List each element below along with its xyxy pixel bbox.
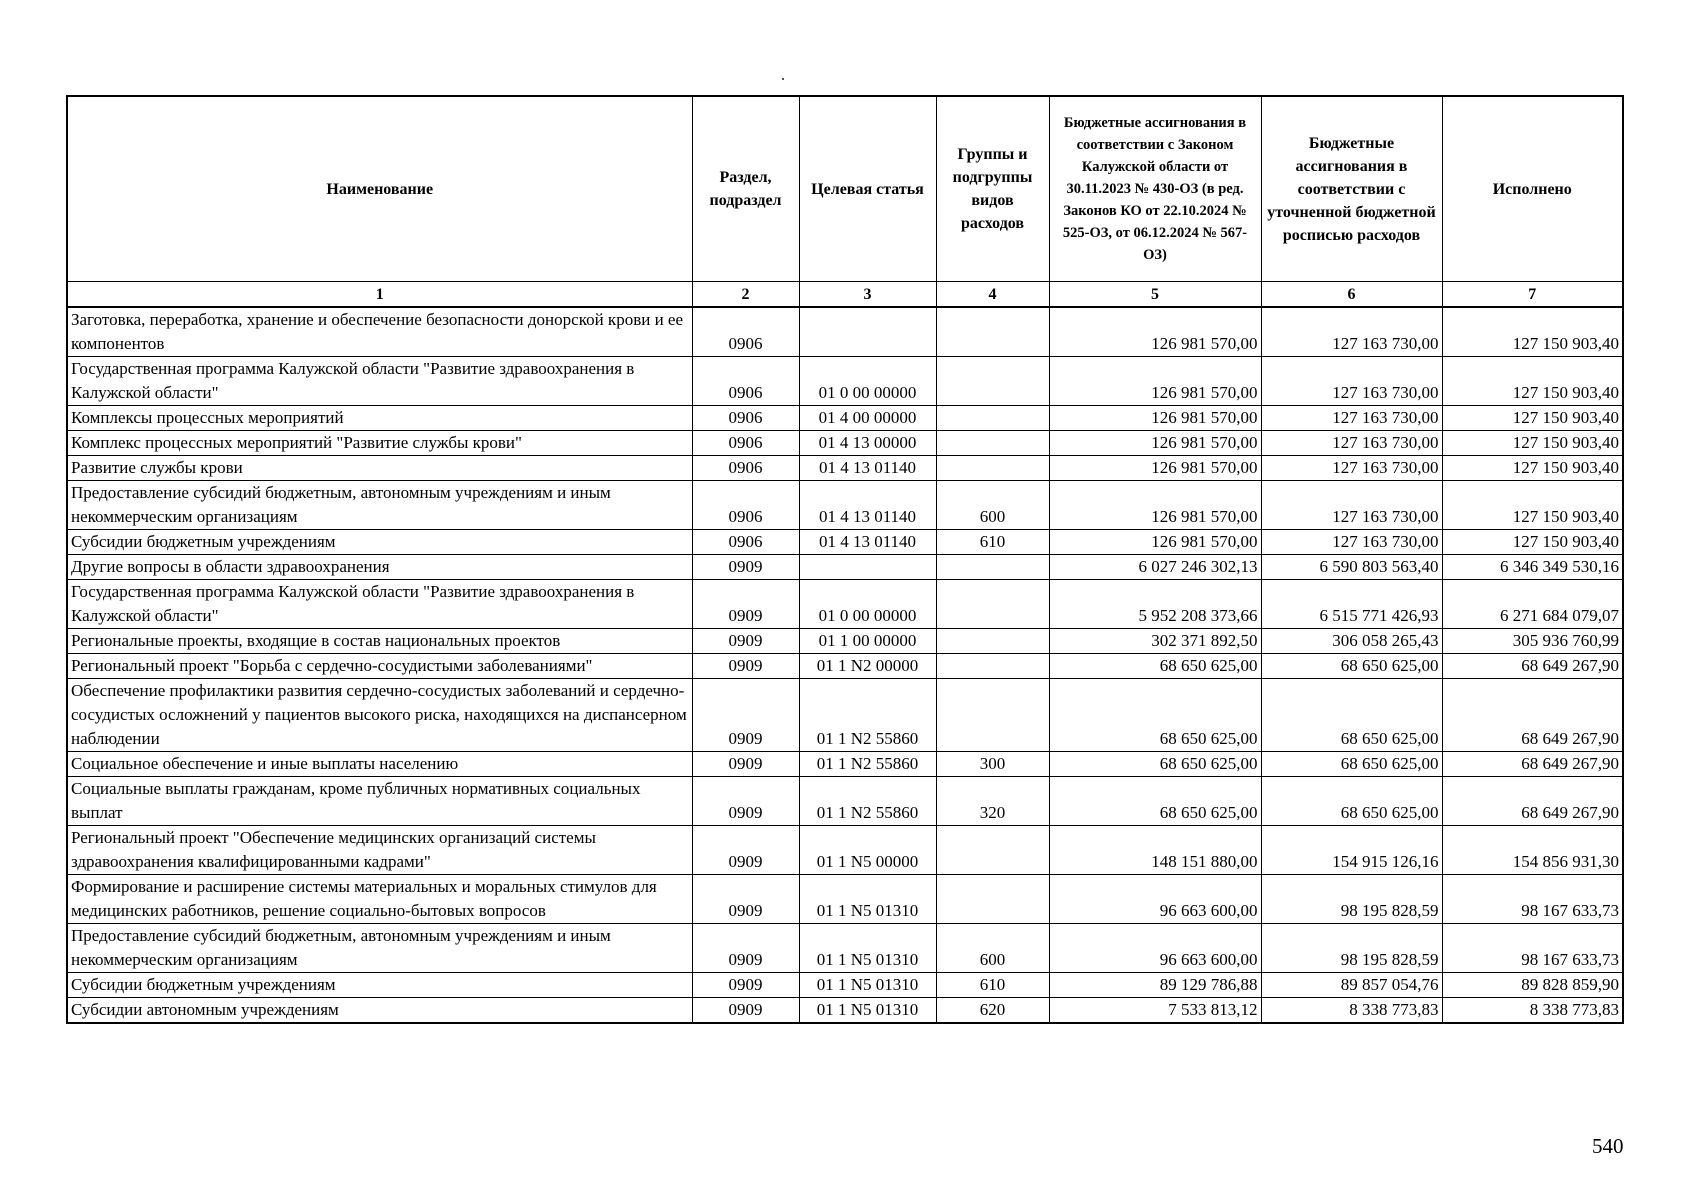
table-row	[67, 998, 1623, 1024]
row-target: 01 1 N5 00000	[799, 826, 936, 875]
row-executed-amount: 68 649 267,90	[1442, 752, 1623, 777]
row-target	[799, 307, 936, 357]
row-section: 0906	[692, 456, 799, 481]
row-name: Государственная программа Калужской области "Развитие здравоохранения в Калужской области"	[67, 580, 692, 629]
row-refined-amount: 127 163 730,00	[1261, 307, 1442, 357]
row-target: 01 4 13 00000	[799, 431, 936, 456]
row-refined-amount: 6 515 771 426,93	[1261, 580, 1442, 629]
header-target: Целевая статья	[799, 96, 936, 282]
row-law-amount: 126 981 570,00	[1049, 481, 1261, 530]
row-law-amount: 68 650 625,00	[1049, 654, 1261, 679]
row-section: 0906	[692, 357, 799, 406]
row-executed-amount: 98 167 633,73	[1442, 875, 1623, 924]
row-group	[936, 629, 1049, 654]
row-name: Развитие службы крови	[67, 456, 692, 481]
row-section: 0906	[692, 431, 799, 456]
row-target: 01 1 N5 01310	[799, 924, 936, 973]
table-row	[67, 654, 1623, 679]
table-row	[67, 580, 1623, 629]
row-group	[936, 456, 1049, 481]
row-executed-amount: 6 346 349 530,16	[1442, 555, 1623, 580]
row-refined-amount: 127 163 730,00	[1261, 357, 1442, 406]
row-group	[936, 654, 1049, 679]
row-refined-amount: 68 650 625,00	[1261, 679, 1442, 752]
row-refined-amount: 127 163 730,00	[1261, 530, 1442, 555]
row-target: 01 1 N2 55860	[799, 752, 936, 777]
row-target: 01 4 00 00000	[799, 406, 936, 431]
row-refined-amount: 154 915 126,16	[1261, 826, 1442, 875]
row-target: 01 0 00 00000	[799, 580, 936, 629]
row-section: 0906	[692, 406, 799, 431]
row-target: 01 1 N2 00000	[799, 654, 936, 679]
table-body	[67, 307, 1623, 1023]
column-number: 3	[799, 282, 936, 308]
row-target: 01 1 00 00000	[799, 629, 936, 654]
row-executed-amount: 127 150 903,40	[1442, 357, 1623, 406]
row-executed-amount: 6 271 684 079,07	[1442, 580, 1623, 629]
row-executed-amount: 8 338 773,83	[1442, 998, 1623, 1024]
row-section: 0909	[692, 998, 799, 1024]
table-row	[67, 629, 1623, 654]
table-row	[67, 752, 1623, 777]
table-row	[67, 307, 1623, 357]
budget-table	[66, 95, 1624, 1024]
table-row	[67, 777, 1623, 826]
header-refined: Бюджетные ассигнования в соответствии с уточненной бюджетной росписью расходов	[1261, 96, 1442, 282]
row-refined-amount: 8 338 773,83	[1261, 998, 1442, 1024]
row-name: Субсидии автономным учреждениям	[67, 998, 692, 1024]
row-target: 01 1 N2 55860	[799, 777, 936, 826]
row-law-amount: 68 650 625,00	[1049, 777, 1261, 826]
table-row	[67, 357, 1623, 406]
row-name: Другие вопросы в области здравоохранения	[67, 555, 692, 580]
table-row	[67, 875, 1623, 924]
header-name: Наименование	[67, 96, 692, 282]
row-target: 01 1 N5 01310	[799, 998, 936, 1024]
row-group	[936, 580, 1049, 629]
header-groups: Группы и подгруппы видов расходов	[936, 96, 1049, 282]
row-executed-amount: 154 856 931,30	[1442, 826, 1623, 875]
row-executed-amount: 89 828 859,90	[1442, 973, 1623, 998]
row-refined-amount: 127 163 730,00	[1261, 481, 1442, 530]
row-executed-amount: 98 167 633,73	[1442, 924, 1623, 973]
row-name: Региональный проект "Обеспечение медицинских организаций системы здравоохранения квалифицированными кадрами"	[67, 826, 692, 875]
row-name: Социальные выплаты гражданам, кроме публичных нормативных социальных выплат	[67, 777, 692, 826]
row-law-amount: 96 663 600,00	[1049, 875, 1261, 924]
row-refined-amount: 306 058 265,43	[1261, 629, 1442, 654]
row-section: 0909	[692, 654, 799, 679]
page-number: 540	[1592, 1134, 1624, 1158]
row-section: 0909	[692, 924, 799, 973]
row-refined-amount: 68 650 625,00	[1261, 654, 1442, 679]
table-row	[67, 530, 1623, 555]
row-section: 0909	[692, 777, 799, 826]
row-group: 300	[936, 752, 1049, 777]
row-law-amount: 5 952 208 373,66	[1049, 580, 1261, 629]
row-name: Государственная программа Калужской области "Развитие здравоохранения в Калужской области"	[67, 357, 692, 406]
row-group	[936, 431, 1049, 456]
row-law-amount: 126 981 570,00	[1049, 456, 1261, 481]
row-section: 0909	[692, 629, 799, 654]
row-group	[936, 875, 1049, 924]
row-group: 610	[936, 530, 1049, 555]
row-target: 01 0 00 00000	[799, 357, 936, 406]
row-name: Региональный проект "Борьба с сердечно-сосудистыми заболеваниями"	[67, 654, 692, 679]
row-law-amount: 302 371 892,50	[1049, 629, 1261, 654]
column-number: 1	[67, 282, 692, 308]
column-number: 2	[692, 282, 799, 308]
row-executed-amount: 127 150 903,40	[1442, 481, 1623, 530]
row-executed-amount: 127 150 903,40	[1442, 456, 1623, 481]
row-law-amount: 148 151 880,00	[1049, 826, 1261, 875]
row-target: 01 4 13 01140	[799, 481, 936, 530]
table-row	[67, 826, 1623, 875]
row-refined-amount: 98 195 828,59	[1261, 924, 1442, 973]
row-target: 01 1 N2 55860	[799, 679, 936, 752]
row-group	[936, 406, 1049, 431]
row-name: Формирование и расширение системы материальных и моральных стимулов для медицинских работников, решение социально-бытовых вопросов	[67, 875, 692, 924]
table-row	[67, 406, 1623, 431]
row-law-amount: 126 981 570,00	[1049, 307, 1261, 357]
table-row	[67, 456, 1623, 481]
row-target: 01 4 13 01140	[799, 456, 936, 481]
row-section: 0909	[692, 555, 799, 580]
row-law-amount: 68 650 625,00	[1049, 752, 1261, 777]
row-section: 0906	[692, 481, 799, 530]
scan-speck	[782, 78, 784, 80]
row-group	[936, 555, 1049, 580]
row-law-amount: 96 663 600,00	[1049, 924, 1261, 973]
row-executed-amount: 127 150 903,40	[1442, 307, 1623, 357]
row-refined-amount: 127 163 730,00	[1261, 406, 1442, 431]
row-law-amount: 126 981 570,00	[1049, 357, 1261, 406]
row-executed-amount: 127 150 903,40	[1442, 431, 1623, 456]
row-refined-amount: 127 163 730,00	[1261, 431, 1442, 456]
row-refined-amount: 68 650 625,00	[1261, 777, 1442, 826]
row-group	[936, 357, 1049, 406]
header-law: Бюджетные ассигнования в соответствии с Законом Калужской области от 30.11.2023 № 430-ОЗ (в ред. Законов КО от 22.10.2024 № 525-ОЗ, от 06.12.2024 № 567-ОЗ)	[1049, 96, 1261, 282]
row-name: Комплекс процессных мероприятий "Развитие службы крови"	[67, 431, 692, 456]
header-executed: Исполнено	[1442, 96, 1623, 282]
row-section: 0909	[692, 679, 799, 752]
row-law-amount: 7 533 813,12	[1049, 998, 1261, 1024]
row-section: 0909	[692, 580, 799, 629]
row-section: 0906	[692, 530, 799, 555]
row-target: 01 4 13 01140	[799, 530, 936, 555]
row-name: Заготовка, переработка, хранение и обеспечение безопасности донорской крови и ее компонентов	[67, 307, 692, 357]
row-refined-amount: 68 650 625,00	[1261, 752, 1442, 777]
row-law-amount: 68 650 625,00	[1049, 679, 1261, 752]
column-number: 6	[1261, 282, 1442, 308]
row-law-amount: 6 027 246 302,13	[1049, 555, 1261, 580]
row-law-amount: 126 981 570,00	[1049, 530, 1261, 555]
row-group	[936, 679, 1049, 752]
column-number: 5	[1049, 282, 1261, 308]
row-executed-amount: 68 649 267,90	[1442, 777, 1623, 826]
table-row	[67, 973, 1623, 998]
column-number: 4	[936, 282, 1049, 308]
row-section: 0909	[692, 973, 799, 998]
row-group	[936, 307, 1049, 357]
row-group: 600	[936, 924, 1049, 973]
row-refined-amount: 98 195 828,59	[1261, 875, 1442, 924]
row-executed-amount: 127 150 903,40	[1442, 406, 1623, 431]
row-name: Социальное обеспечение и иные выплаты населению	[67, 752, 692, 777]
row-target	[799, 555, 936, 580]
row-group: 320	[936, 777, 1049, 826]
row-refined-amount: 127 163 730,00	[1261, 456, 1442, 481]
row-executed-amount: 68 649 267,90	[1442, 679, 1623, 752]
column-number: 7	[1442, 282, 1623, 308]
row-executed-amount: 127 150 903,40	[1442, 530, 1623, 555]
row-law-amount: 89 129 786,88	[1049, 973, 1261, 998]
row-executed-amount: 305 936 760,99	[1442, 629, 1623, 654]
row-group: 600	[936, 481, 1049, 530]
row-refined-amount: 89 857 054,76	[1261, 973, 1442, 998]
row-name: Предоставление субсидий бюджетным, автономным учреждениям и иным некоммерческим организациям	[67, 924, 692, 973]
header-section: Раздел, подраздел	[692, 96, 799, 282]
table-row	[67, 431, 1623, 456]
row-group	[936, 826, 1049, 875]
row-name: Предоставление субсидий бюджетным, автономным учреждениям и иным некоммерческим организациям	[67, 481, 692, 530]
column-number-row	[67, 282, 1623, 308]
row-executed-amount: 68 649 267,90	[1442, 654, 1623, 679]
row-group: 620	[936, 998, 1049, 1024]
table-row	[67, 555, 1623, 580]
table-header-row	[67, 96, 1623, 282]
row-name: Субсидии бюджетным учреждениям	[67, 530, 692, 555]
row-section: 0906	[692, 307, 799, 357]
row-law-amount: 126 981 570,00	[1049, 406, 1261, 431]
row-target: 01 1 N5 01310	[799, 875, 936, 924]
row-name: Комплексы процессных мероприятий	[67, 406, 692, 431]
row-section: 0909	[692, 875, 799, 924]
row-name: Региональные проекты, входящие в состав национальных проектов	[67, 629, 692, 654]
row-group: 610	[936, 973, 1049, 998]
row-name: Обеспечение профилактики развития сердечно-сосудистых заболеваний и сердечно-сосудистых осложнений у пациентов высокого риска, находящихся на диспансерном наблюдении	[67, 679, 692, 752]
table-row	[67, 481, 1623, 530]
row-section: 0909	[692, 826, 799, 875]
row-target: 01 1 N5 01310	[799, 973, 936, 998]
row-name: Субсидии бюджетным учреждениям	[67, 973, 692, 998]
row-refined-amount: 6 590 803 563,40	[1261, 555, 1442, 580]
row-law-amount: 126 981 570,00	[1049, 431, 1261, 456]
table-row	[67, 924, 1623, 973]
table-row	[67, 679, 1623, 752]
row-section: 0909	[692, 752, 799, 777]
